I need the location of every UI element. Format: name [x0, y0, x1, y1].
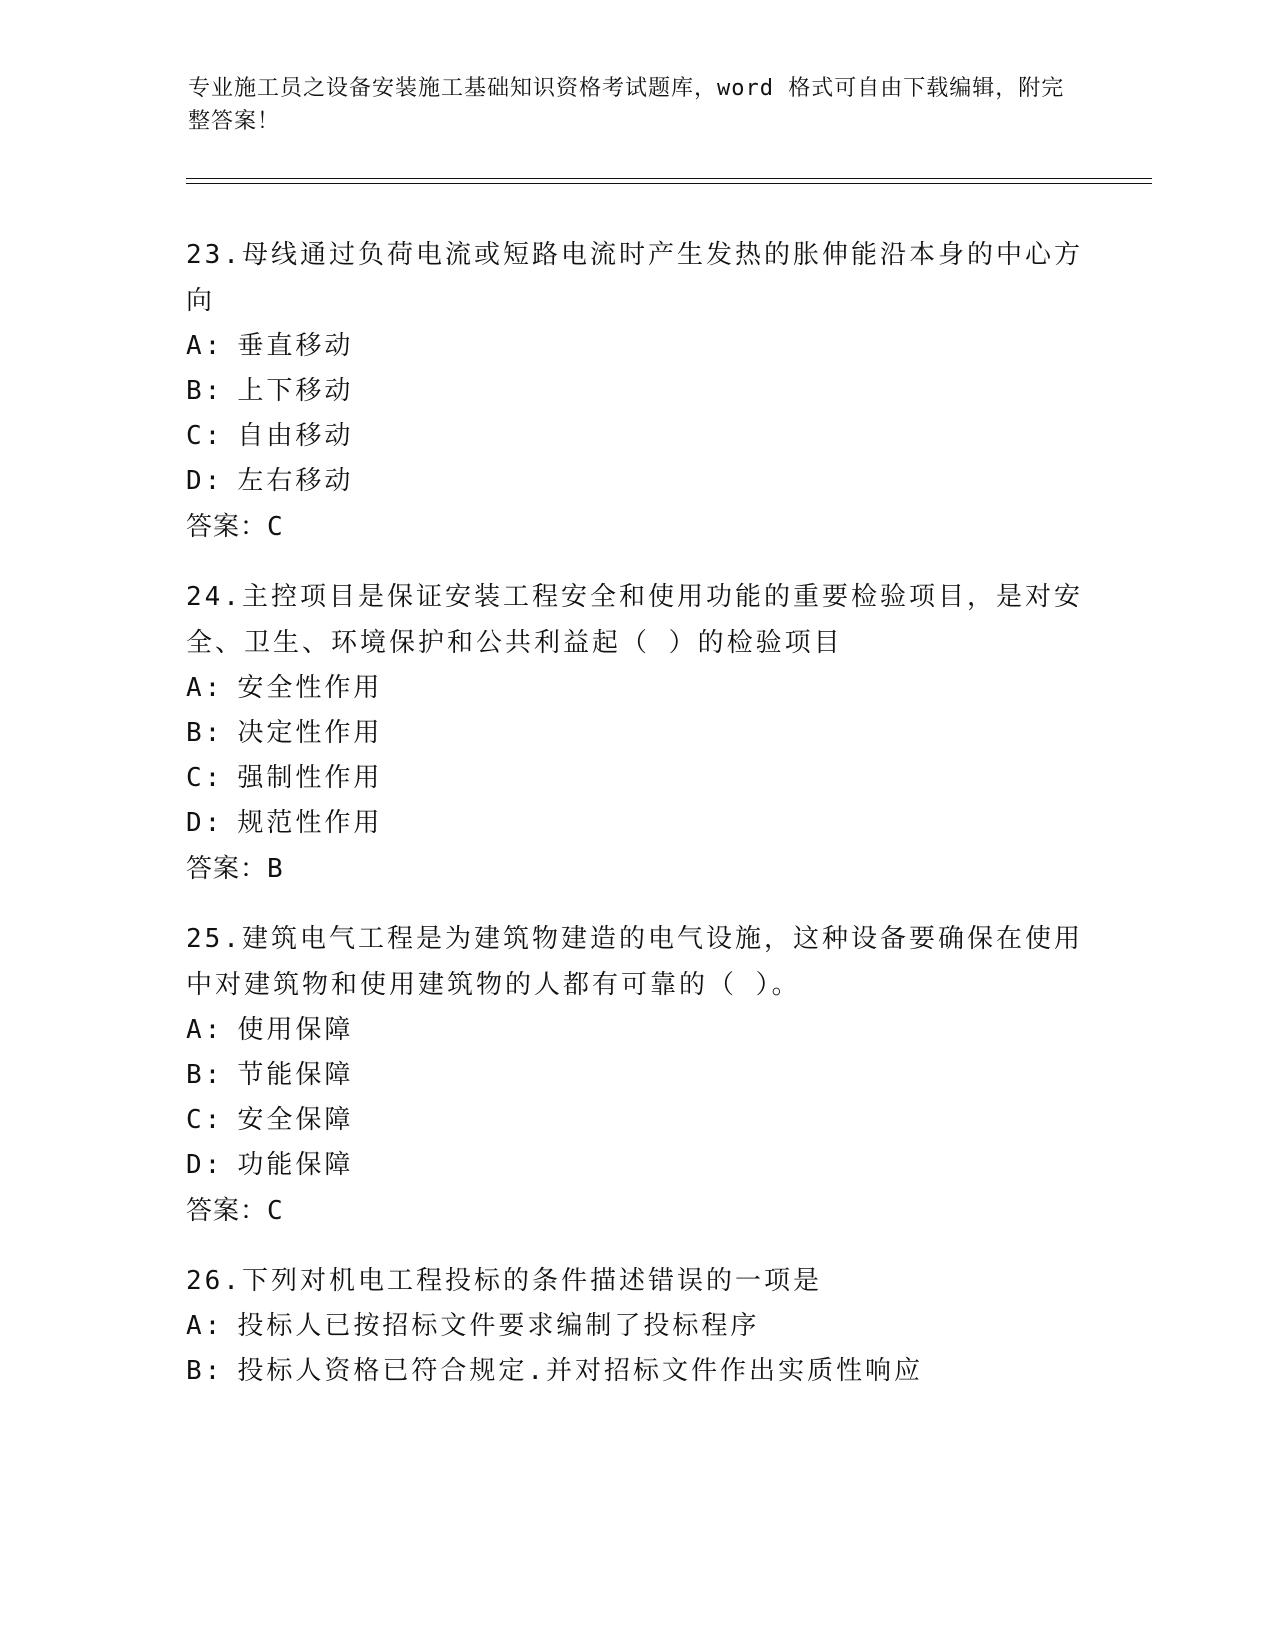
option-b — [186, 711, 1086, 756]
answer-value: C — [267, 512, 284, 542]
option-b — [186, 369, 1086, 414]
option-a — [186, 666, 1086, 711]
question-text: 26.下列对机电工程投标的条件描述错误的一项是 — [186, 1266, 822, 1296]
option-text: 自由移动 — [237, 421, 354, 451]
option-text: 规范性作用 — [237, 808, 383, 838]
option-key: A: — [186, 331, 224, 361]
option-c — [186, 414, 1086, 459]
option-b — [186, 1053, 1086, 1098]
option-c — [186, 1098, 1086, 1143]
question-text: 23.母线通过负荷电流或短路电流时产生发热的胀伸能沿本身的中心方向 — [186, 240, 1083, 316]
question-24 — [186, 574, 1086, 892]
question-26 — [186, 1258, 1086, 1394]
answer-line — [186, 846, 1086, 892]
answer-label: 答案： — [186, 1196, 268, 1226]
option-text: 安全保障 — [237, 1105, 354, 1135]
question-text: 24.主控项目是保证安装工程安全和使用功能的重要检验项目，是对安全、卫生、环境保护和公共利益起（ ）的检验项目 — [186, 582, 1083, 658]
option-key: B: — [186, 376, 224, 406]
answer-value: C — [267, 1196, 284, 1226]
header-divider-top — [186, 178, 1152, 179]
answer-label: 答案： — [186, 854, 268, 884]
option-key: D: — [186, 466, 224, 496]
answer-line — [186, 504, 1086, 550]
option-b — [186, 1349, 1086, 1394]
question-text: 25.建筑电气工程是为建筑物建造的电气设施，这种设备要确保在使用中对建筑物和使用建筑物的人都有可靠的（ ）。 — [186, 924, 1083, 1000]
answer-line — [186, 1188, 1086, 1234]
option-text: 强制性作用 — [237, 763, 383, 793]
option-key: C: — [186, 763, 224, 793]
option-key: A: — [186, 1015, 224, 1045]
option-key: D: — [186, 808, 224, 838]
option-text: 功能保障 — [237, 1150, 354, 1180]
option-d — [186, 459, 1086, 504]
answer-value: B — [267, 854, 284, 884]
option-a — [186, 1008, 1086, 1053]
option-d — [186, 1143, 1086, 1188]
option-key: A: — [186, 1311, 224, 1341]
option-d — [186, 801, 1086, 846]
option-key: B: — [186, 1356, 224, 1386]
option-text: 投标人资格已符合规定.并对招标文件作出实质性响应 — [237, 1356, 923, 1386]
option-text: 上下移动 — [237, 376, 354, 406]
option-text: 节能保障 — [237, 1060, 354, 1090]
option-text: 安全性作用 — [237, 673, 383, 703]
option-key: B: — [186, 1060, 224, 1090]
option-text: 投标人已按招标文件要求编制了投标程序 — [237, 1311, 760, 1341]
option-a — [186, 324, 1086, 369]
option-key: B: — [186, 718, 224, 748]
header-text: 专业施工员之设备安装施工基础知识资格考试题库，word 格式可自由下载编辑，附完整答案！ — [188, 76, 1065, 134]
question-list — [186, 232, 1086, 1418]
option-text: 决定性作用 — [237, 718, 383, 748]
header-divider-bottom — [186, 183, 1152, 184]
option-key: A: — [186, 673, 224, 703]
option-text: 使用保障 — [237, 1015, 354, 1045]
option-a — [186, 1304, 1086, 1349]
question-23 — [186, 232, 1086, 550]
option-key: C: — [186, 421, 224, 451]
option-text: 左右移动 — [237, 466, 354, 496]
option-key: D: — [186, 1150, 224, 1180]
document-header — [188, 72, 1068, 138]
option-key: C: — [186, 1105, 224, 1135]
option-c — [186, 756, 1086, 801]
option-text: 垂直移动 — [237, 331, 354, 361]
answer-label: 答案： — [186, 512, 268, 542]
question-25 — [186, 916, 1086, 1234]
